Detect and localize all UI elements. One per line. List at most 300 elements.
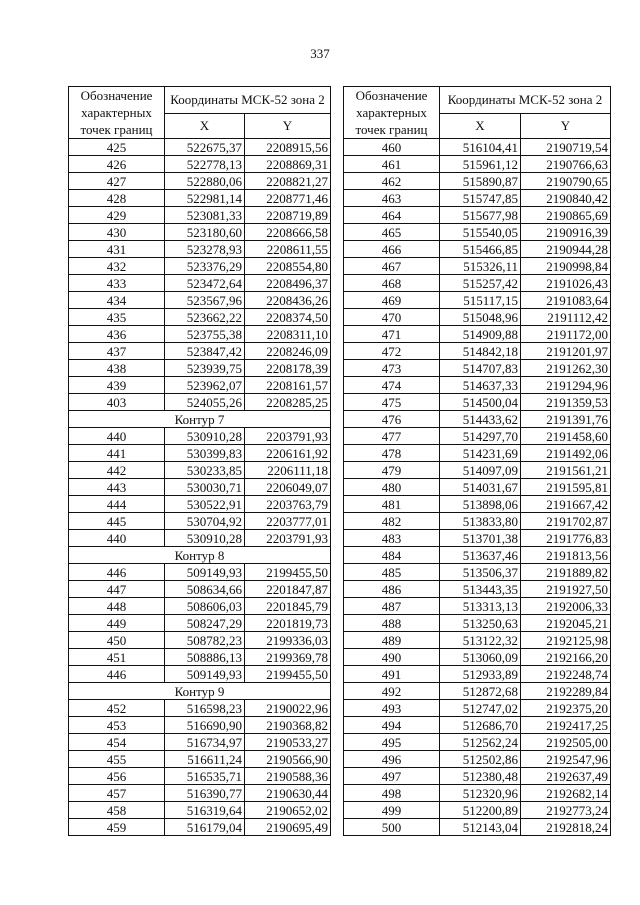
y-coordinate-cell: 2199336,03 xyxy=(245,632,331,649)
x-coordinate-cell: 530233,85 xyxy=(165,462,245,479)
table-row xyxy=(69,292,331,309)
x-column-header: X xyxy=(165,113,245,138)
point-number-cell: 453 xyxy=(69,717,165,734)
contour-row xyxy=(69,411,331,428)
coordinate-system-header: Координаты МСК-52 зона 2 xyxy=(165,87,331,114)
table-row xyxy=(344,768,611,785)
table-row xyxy=(344,360,611,377)
y-coordinate-cell: 2190998,84 xyxy=(521,258,611,275)
x-coordinate-cell: 512933,89 xyxy=(440,666,521,683)
table-row xyxy=(344,700,611,717)
x-coordinate-cell: 523472,64 xyxy=(165,275,245,292)
point-number-cell: 466 xyxy=(344,241,440,258)
y-coordinate-cell: 2208161,57 xyxy=(245,377,331,394)
y-coordinate-cell: 2203777,01 xyxy=(245,513,331,530)
x-coordinate-cell: 515048,96 xyxy=(440,309,521,326)
y-coordinate-cell: 2208915,56 xyxy=(245,139,331,156)
point-number-cell: 464 xyxy=(344,207,440,224)
y-coordinate-cell: 2192166,20 xyxy=(521,649,611,666)
x-coordinate-cell: 515257,42 xyxy=(440,275,521,292)
y-coordinate-cell: 2191458,60 xyxy=(521,428,611,445)
table-row xyxy=(344,224,611,241)
x-coordinate-cell: 522778,13 xyxy=(165,156,245,173)
point-number-cell: 425 xyxy=(69,139,165,156)
x-coordinate-cell: 513898,06 xyxy=(440,496,521,513)
x-coordinate-cell: 514097,09 xyxy=(440,462,521,479)
y-coordinate-cell: 2192773,24 xyxy=(521,802,611,819)
x-coordinate-cell: 515747,85 xyxy=(440,190,521,207)
point-number-cell: 446 xyxy=(69,666,165,683)
x-coordinate-cell: 512747,02 xyxy=(440,700,521,717)
table-row xyxy=(69,496,331,513)
point-number-cell: 435 xyxy=(69,309,165,326)
x-coordinate-cell: 508886,13 xyxy=(165,649,245,666)
y-coordinate-cell: 2208666,58 xyxy=(245,224,331,241)
x-coordinate-cell: 512200,89 xyxy=(440,802,521,819)
y-coordinate-cell: 2208374,50 xyxy=(245,309,331,326)
table-row xyxy=(69,428,331,445)
y-coordinate-cell: 2191702,87 xyxy=(521,513,611,530)
point-number-cell: 454 xyxy=(69,734,165,751)
x-coordinate-cell: 509149,93 xyxy=(165,666,245,683)
table-row xyxy=(344,683,611,700)
x-coordinate-cell: 515540,05 xyxy=(440,224,521,241)
table-row xyxy=(69,734,331,751)
y-coordinate-cell: 2203791,93 xyxy=(245,530,331,547)
point-number-cell: 478 xyxy=(344,445,440,462)
point-number-cell: 434 xyxy=(69,292,165,309)
y-coordinate-cell: 2191172,00 xyxy=(521,326,611,343)
point-number-cell: 456 xyxy=(69,768,165,785)
y-coordinate-cell: 2203791,93 xyxy=(245,428,331,445)
y-coordinate-cell: 2191889,82 xyxy=(521,564,611,581)
x-column-header: X xyxy=(440,113,521,138)
x-coordinate-cell: 530910,28 xyxy=(165,428,245,445)
contour-row xyxy=(69,547,331,564)
y-coordinate-cell: 2208611,55 xyxy=(245,241,331,258)
table-row xyxy=(344,717,611,734)
table-row xyxy=(69,530,331,547)
x-coordinate-cell: 523755,38 xyxy=(165,326,245,343)
y-coordinate-cell: 2206111,18 xyxy=(245,462,331,479)
point-number-cell: 495 xyxy=(344,734,440,751)
x-coordinate-cell: 508606,03 xyxy=(165,598,245,615)
y-coordinate-cell: 2208554,80 xyxy=(245,258,331,275)
point-number-cell: 429 xyxy=(69,207,165,224)
y-coordinate-cell: 2190566,90 xyxy=(245,751,331,768)
point-number-cell: 437 xyxy=(69,343,165,360)
y-coordinate-cell: 2191026,43 xyxy=(521,275,611,292)
table-row xyxy=(344,581,611,598)
y-coordinate-cell: 2190022,96 xyxy=(245,700,331,717)
y-coordinate-cell: 2201847,87 xyxy=(245,581,331,598)
point-number-cell: 465 xyxy=(344,224,440,241)
x-coordinate-cell: 516690,90 xyxy=(165,717,245,734)
y-coordinate-cell: 2206161,92 xyxy=(245,445,331,462)
point-number-cell: 457 xyxy=(69,785,165,802)
table-row xyxy=(344,615,611,632)
x-coordinate-cell: 514297,70 xyxy=(440,428,521,445)
x-coordinate-cell: 523962,07 xyxy=(165,377,245,394)
y-coordinate-cell: 2190652,02 xyxy=(245,802,331,819)
x-coordinate-cell: 522981,14 xyxy=(165,190,245,207)
table-row xyxy=(344,819,611,836)
point-number-cell: 426 xyxy=(69,156,165,173)
table-row xyxy=(69,615,331,632)
y-coordinate-cell: 2191776,83 xyxy=(521,530,611,547)
table-row xyxy=(344,462,611,479)
y-coordinate-cell: 2208719,89 xyxy=(245,207,331,224)
point-column-header: Обозначение характерных точек границ xyxy=(344,87,440,139)
x-coordinate-cell: 523847,42 xyxy=(165,343,245,360)
table-row xyxy=(69,207,331,224)
x-coordinate-cell: 508782,23 xyxy=(165,632,245,649)
y-coordinate-cell: 2192547,96 xyxy=(521,751,611,768)
table-row xyxy=(69,462,331,479)
x-coordinate-cell: 513250,63 xyxy=(440,615,521,632)
table-row xyxy=(344,530,611,547)
point-number-cell: 484 xyxy=(344,547,440,564)
table-row xyxy=(344,258,611,275)
point-number-cell: 470 xyxy=(344,309,440,326)
x-coordinate-cell: 513443,35 xyxy=(440,581,521,598)
point-number-cell: 475 xyxy=(344,394,440,411)
y-coordinate-cell: 2190588,36 xyxy=(245,768,331,785)
point-number-cell: 439 xyxy=(69,377,165,394)
y-coordinate-cell: 2191492,06 xyxy=(521,445,611,462)
point-number-cell: 442 xyxy=(69,462,165,479)
point-number-cell: 430 xyxy=(69,224,165,241)
x-coordinate-cell: 515466,85 xyxy=(440,241,521,258)
table-row xyxy=(344,411,611,428)
x-coordinate-cell: 512380,48 xyxy=(440,768,521,785)
table-row xyxy=(69,564,331,581)
y-coordinate-cell: 2191359,53 xyxy=(521,394,611,411)
y-coordinate-cell: 2192375,20 xyxy=(521,700,611,717)
point-number-cell: 459 xyxy=(69,819,165,836)
point-number-cell: 500 xyxy=(344,819,440,836)
point-number-cell: 428 xyxy=(69,190,165,207)
y-coordinate-cell: 2190766,63 xyxy=(521,156,611,173)
table-row xyxy=(344,513,611,530)
x-coordinate-cell: 513122,32 xyxy=(440,632,521,649)
point-number-cell: 493 xyxy=(344,700,440,717)
point-number-cell: 490 xyxy=(344,649,440,666)
x-coordinate-cell: 513701,38 xyxy=(440,530,521,547)
y-coordinate-cell: 2208869,31 xyxy=(245,156,331,173)
point-number-cell: 482 xyxy=(344,513,440,530)
x-coordinate-cell: 516535,71 xyxy=(165,768,245,785)
y-coordinate-cell: 2192637,49 xyxy=(521,768,611,785)
table-row xyxy=(69,513,331,530)
y-coordinate-cell: 2190719,54 xyxy=(521,139,611,156)
point-number-cell: 477 xyxy=(344,428,440,445)
x-coordinate-cell: 524055,26 xyxy=(165,394,245,411)
table-row xyxy=(69,139,331,156)
point-number-cell: 498 xyxy=(344,785,440,802)
table-row xyxy=(69,173,331,190)
x-coordinate-cell: 516319,64 xyxy=(165,802,245,819)
table-row xyxy=(69,343,331,360)
x-coordinate-cell: 512143,04 xyxy=(440,819,521,836)
x-coordinate-cell: 508247,29 xyxy=(165,615,245,632)
point-number-cell: 463 xyxy=(344,190,440,207)
point-number-cell: 461 xyxy=(344,156,440,173)
y-coordinate-cell: 2203763,79 xyxy=(245,496,331,513)
point-number-cell: 448 xyxy=(69,598,165,615)
table-row xyxy=(69,632,331,649)
table-row xyxy=(344,785,611,802)
x-coordinate-cell: 512872,68 xyxy=(440,683,521,700)
y-coordinate-cell: 2192818,24 xyxy=(521,819,611,836)
x-coordinate-cell: 522675,37 xyxy=(165,139,245,156)
x-coordinate-cell: 514500,04 xyxy=(440,394,521,411)
y-coordinate-cell: 2199455,50 xyxy=(245,666,331,683)
x-coordinate-cell: 516598,23 xyxy=(165,700,245,717)
table-row xyxy=(69,377,331,394)
table-row xyxy=(344,394,611,411)
y-coordinate-cell: 2191083,64 xyxy=(521,292,611,309)
table-row xyxy=(344,479,611,496)
point-number-cell: 476 xyxy=(344,411,440,428)
table-row xyxy=(69,751,331,768)
table-row xyxy=(69,394,331,411)
x-coordinate-cell: 514433,62 xyxy=(440,411,521,428)
y-coordinate-cell: 2191112,42 xyxy=(521,309,611,326)
table-row xyxy=(344,139,611,156)
table-row xyxy=(69,666,331,683)
point-number-cell: 440 xyxy=(69,530,165,547)
point-number-cell: 480 xyxy=(344,479,440,496)
point-number-cell: 473 xyxy=(344,360,440,377)
x-coordinate-cell: 515326,11 xyxy=(440,258,521,275)
y-coordinate-cell: 2201819,73 xyxy=(245,615,331,632)
y-coordinate-cell: 2190695,49 xyxy=(245,819,331,836)
x-coordinate-cell: 512320,96 xyxy=(440,785,521,802)
y-coordinate-cell: 2191201,97 xyxy=(521,343,611,360)
point-number-cell: 441 xyxy=(69,445,165,462)
y-coordinate-cell: 2208771,46 xyxy=(245,190,331,207)
table-row xyxy=(69,598,331,615)
table-row xyxy=(344,751,611,768)
point-number-cell: 479 xyxy=(344,462,440,479)
table-row xyxy=(69,241,331,258)
point-number-cell: 491 xyxy=(344,666,440,683)
point-number-cell: 436 xyxy=(69,326,165,343)
point-number-cell: 488 xyxy=(344,615,440,632)
contour-label: Контур 9 xyxy=(69,683,331,700)
point-number-cell: 486 xyxy=(344,581,440,598)
y-coordinate-cell: 2192682,14 xyxy=(521,785,611,802)
table-row xyxy=(344,564,611,581)
table-row xyxy=(69,326,331,343)
point-number-cell: 497 xyxy=(344,768,440,785)
y-coordinate-cell: 2191813,56 xyxy=(521,547,611,564)
y-coordinate-cell: 2192045,21 xyxy=(521,615,611,632)
y-coordinate-cell: 2201845,79 xyxy=(245,598,331,615)
y-column-header: Y xyxy=(245,113,331,138)
x-coordinate-cell: 514231,69 xyxy=(440,445,521,462)
x-coordinate-cell: 515890,87 xyxy=(440,173,521,190)
table-row xyxy=(344,496,611,513)
point-number-cell: 445 xyxy=(69,513,165,530)
table-row xyxy=(344,326,611,343)
table-row xyxy=(69,309,331,326)
point-number-cell: 455 xyxy=(69,751,165,768)
point-number-cell: 489 xyxy=(344,632,440,649)
point-number-cell: 443 xyxy=(69,479,165,496)
y-coordinate-cell: 2192289,84 xyxy=(521,683,611,700)
table-row xyxy=(344,343,611,360)
y-coordinate-cell: 2208496,37 xyxy=(245,275,331,292)
x-coordinate-cell: 516104,41 xyxy=(440,139,521,156)
x-coordinate-cell: 509149,93 xyxy=(165,564,245,581)
x-coordinate-cell: 523662,22 xyxy=(165,309,245,326)
x-coordinate-cell: 530910,28 xyxy=(165,530,245,547)
y-coordinate-cell: 2191667,42 xyxy=(521,496,611,513)
x-coordinate-cell: 530704,92 xyxy=(165,513,245,530)
point-number-cell: 403 xyxy=(69,394,165,411)
point-number-cell: 447 xyxy=(69,581,165,598)
contour-row xyxy=(69,683,331,700)
point-number-cell: 494 xyxy=(344,717,440,734)
table-row xyxy=(344,802,611,819)
point-number-cell: 433 xyxy=(69,275,165,292)
y-coordinate-cell: 2192006,33 xyxy=(521,598,611,615)
point-number-cell: 472 xyxy=(344,343,440,360)
y-coordinate-cell: 2190944,28 xyxy=(521,241,611,258)
table-row xyxy=(69,785,331,802)
point-number-cell: 499 xyxy=(344,802,440,819)
coordinates-table-right xyxy=(343,86,611,836)
point-number-cell: 469 xyxy=(344,292,440,309)
table-row xyxy=(69,224,331,241)
x-coordinate-cell: 523180,60 xyxy=(165,224,245,241)
y-coordinate-cell: 2192125,98 xyxy=(521,632,611,649)
y-coordinate-cell: 2208436,26 xyxy=(245,292,331,309)
y-coordinate-cell: 2208285,25 xyxy=(245,394,331,411)
point-number-cell: 496 xyxy=(344,751,440,768)
table-row xyxy=(344,275,611,292)
table-row xyxy=(344,649,611,666)
x-coordinate-cell: 514842,18 xyxy=(440,343,521,360)
x-coordinate-cell: 523081,33 xyxy=(165,207,245,224)
table-row xyxy=(344,666,611,683)
y-coordinate-cell: 2199369,78 xyxy=(245,649,331,666)
table-row xyxy=(69,360,331,377)
point-number-cell: 458 xyxy=(69,802,165,819)
point-number-cell: 452 xyxy=(69,700,165,717)
x-coordinate-cell: 530399,83 xyxy=(165,445,245,462)
point-number-cell: 468 xyxy=(344,275,440,292)
x-coordinate-cell: 523376,29 xyxy=(165,258,245,275)
x-coordinate-cell: 513833,80 xyxy=(440,513,521,530)
y-coordinate-cell: 2191262,30 xyxy=(521,360,611,377)
x-coordinate-cell: 512562,24 xyxy=(440,734,521,751)
point-number-cell: 474 xyxy=(344,377,440,394)
x-coordinate-cell: 515117,15 xyxy=(440,292,521,309)
table-row xyxy=(344,428,611,445)
y-coordinate-cell: 2190916,39 xyxy=(521,224,611,241)
x-coordinate-cell: 514031,67 xyxy=(440,479,521,496)
x-coordinate-cell: 514909,88 xyxy=(440,326,521,343)
y-coordinate-cell: 2206049,07 xyxy=(245,479,331,496)
x-coordinate-cell: 523567,96 xyxy=(165,292,245,309)
table-row xyxy=(69,479,331,496)
table-row xyxy=(69,190,331,207)
table-row xyxy=(344,377,611,394)
table-row xyxy=(344,156,611,173)
x-coordinate-cell: 512686,70 xyxy=(440,717,521,734)
table-row xyxy=(344,734,611,751)
table-row xyxy=(344,445,611,462)
y-coordinate-cell: 2208821,27 xyxy=(245,173,331,190)
x-coordinate-cell: 513313,13 xyxy=(440,598,521,615)
y-coordinate-cell: 2192248,74 xyxy=(521,666,611,683)
x-coordinate-cell: 530522,91 xyxy=(165,496,245,513)
x-coordinate-cell: 530030,71 xyxy=(165,479,245,496)
y-coordinate-cell: 2208311,10 xyxy=(245,326,331,343)
y-coordinate-cell: 2190790,65 xyxy=(521,173,611,190)
x-coordinate-cell: 516734,97 xyxy=(165,734,245,751)
table-row xyxy=(69,445,331,462)
point-number-cell: 487 xyxy=(344,598,440,615)
point-number-cell: 481 xyxy=(344,496,440,513)
x-coordinate-cell: 513060,09 xyxy=(440,649,521,666)
point-number-cell: 450 xyxy=(69,632,165,649)
table-row xyxy=(69,768,331,785)
point-number-cell: 432 xyxy=(69,258,165,275)
x-coordinate-cell: 515677,98 xyxy=(440,207,521,224)
y-coordinate-cell: 2190840,42 xyxy=(521,190,611,207)
table-row xyxy=(344,292,611,309)
point-number-cell: 462 xyxy=(344,173,440,190)
x-coordinate-cell: 512502,86 xyxy=(440,751,521,768)
y-column-header: Y xyxy=(521,113,611,138)
y-coordinate-cell: 2208246,09 xyxy=(245,343,331,360)
x-coordinate-cell: 523939,75 xyxy=(165,360,245,377)
point-number-cell: 446 xyxy=(69,564,165,581)
table-row xyxy=(344,207,611,224)
point-number-cell: 492 xyxy=(344,683,440,700)
contour-label: Контур 7 xyxy=(69,411,331,428)
point-number-cell: 485 xyxy=(344,564,440,581)
y-coordinate-cell: 2191595,81 xyxy=(521,479,611,496)
x-coordinate-cell: 516179,04 xyxy=(165,819,245,836)
point-number-cell: 451 xyxy=(69,649,165,666)
table-row xyxy=(69,156,331,173)
point-number-cell: 438 xyxy=(69,360,165,377)
y-coordinate-cell: 2191294,96 xyxy=(521,377,611,394)
x-coordinate-cell: 522880,06 xyxy=(165,173,245,190)
y-coordinate-cell: 2208178,39 xyxy=(245,360,331,377)
table-row xyxy=(69,581,331,598)
point-number-cell: 431 xyxy=(69,241,165,258)
table-row xyxy=(69,819,331,836)
table-row xyxy=(69,649,331,666)
x-coordinate-cell: 516390,77 xyxy=(165,785,245,802)
contour-label: Контур 8 xyxy=(69,547,331,564)
table-row xyxy=(344,173,611,190)
point-number-cell: 471 xyxy=(344,326,440,343)
y-coordinate-cell: 2190865,69 xyxy=(521,207,611,224)
x-coordinate-cell: 516611,24 xyxy=(165,751,245,768)
x-coordinate-cell: 514637,33 xyxy=(440,377,521,394)
table-row xyxy=(69,258,331,275)
point-number-cell: 440 xyxy=(69,428,165,445)
x-coordinate-cell: 515961,12 xyxy=(440,156,521,173)
point-number-cell: 449 xyxy=(69,615,165,632)
